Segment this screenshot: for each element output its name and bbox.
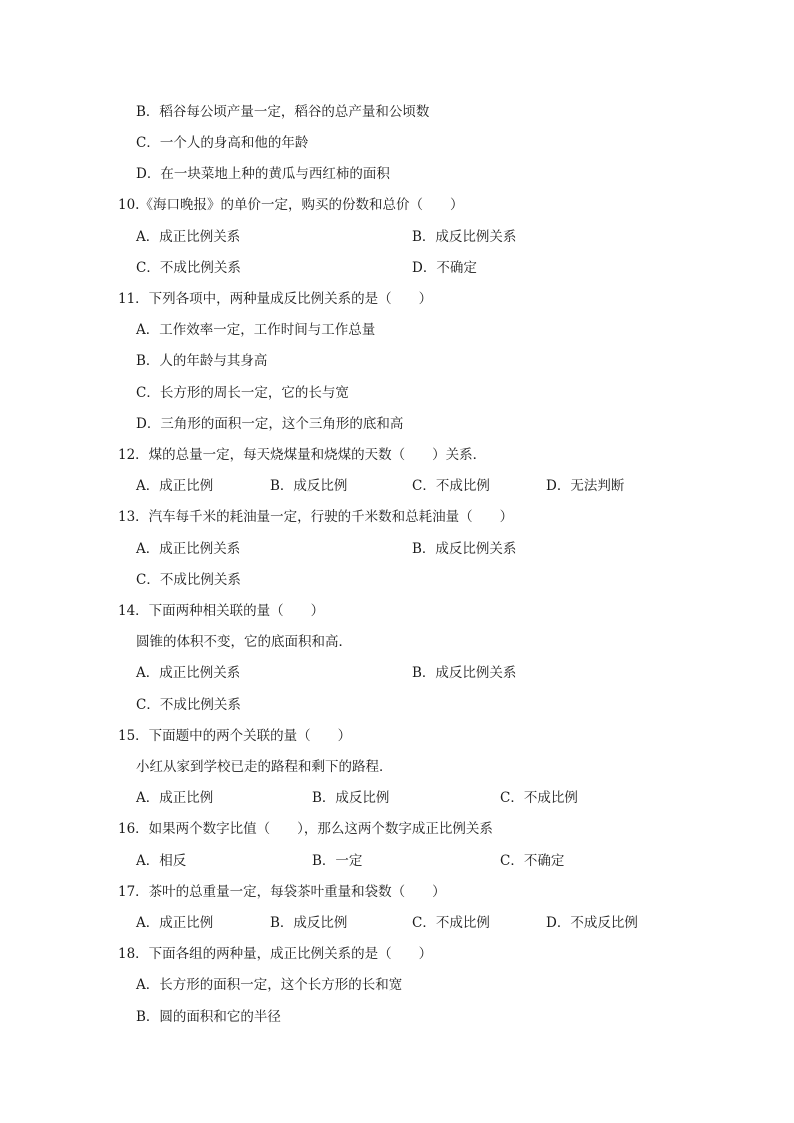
q16-stem: 16．如果两个数字比值（ ），那么这两个数字成正比例关系 [118,821,493,837]
q12-option-c: C．不成比例 [412,478,490,494]
q11-option-a: A．工作效率一定，工作时间与工作总量 [136,322,376,338]
q11-option-b: B．人的年龄与其身高 [136,353,268,369]
q10-option-c: C．不成比例关系 [136,260,241,276]
q11-option-d: D．三角形的面积一定，这个三角形的底和高 [136,416,404,432]
q17-option-d: D．不成反比例 [546,915,638,931]
q11-option-c: C．长方形的周长一定，它的长与宽 [136,385,349,401]
q18-stem: 18．下面各组的两种量，成正比例关系的是（ ） [118,946,433,962]
q10-option-d: D．不确定 [412,260,477,276]
q12-stem: 12．煤的总量一定，每天烧煤量和烧煤的天数（ ）关系． [118,447,487,463]
q10-stem: 10.《海口晚报》的单价一定，购买的份数和总价（ ） [118,197,464,213]
q18-option-b: B．圆的面积和它的半径 [136,1009,281,1025]
q10-option-a: A．成正比例关系 [136,229,241,245]
q15-option-b: B．成反比例 [312,790,390,806]
q16-option-c: C．不确定 [500,853,565,869]
q14-context: 圆锥的体积不变，它的底面积和高． [136,634,352,650]
q16-option-a: A．相反 [136,853,187,869]
q15-stem: 15．下面题中的两个关联的量（ ） [118,728,352,744]
q17-option-c: C．不成比例 [412,915,490,931]
q16-option-b: B．一定 [312,853,363,869]
q12-option-b: B．成反比例 [270,478,348,494]
q9-option-d: D．在一块菜地上种的黄瓜与西红柿的面积 [136,166,390,182]
q18-option-a: A．长方形的面积一定，这个长方形的长和宽 [136,977,403,993]
q14-option-b: B．成反比例关系 [412,665,517,681]
q17-stem: 17．茶叶的总重量一定，每袋茶叶重量和袋数（ ） [118,884,446,900]
q13-option-a: A．成正比例关系 [136,541,241,557]
q13-option-b: B．成反比例关系 [412,541,517,557]
q14-option-a: A．成正比例关系 [136,665,241,681]
q15-option-a: A．成正比例 [136,790,214,806]
q17-option-b: B．成反比例 [270,915,348,931]
q14-stem: 14．下面两种相关联的量（ ） [118,603,325,619]
q13-option-c: C．不成比例关系 [136,572,241,588]
q13-stem: 13．汽车每千米的耗油量一定，行驶的千米数和总耗油量（ ） [118,509,514,525]
q9-option-c: C．一个人的身高和他的年龄 [136,135,309,151]
q10-option-b: B．成反比例关系 [412,229,517,245]
q12-option-a: A．成正比例 [136,478,214,494]
q15-option-c: C．不成比例 [500,790,578,806]
q9-option-b: B．稻谷每公顷产量一定，稻谷的总产量和公顷数 [136,104,430,120]
q11-stem: 11．下列各项中，两种量成反比例关系的是（ ） [118,291,433,307]
q15-context: 小红从家到学校已走的路程和剩下的路程． [136,759,393,775]
q12-option-d: D．无法判断 [546,478,625,494]
q14-option-c: C．不成比例关系 [136,697,241,713]
q17-option-a: A．成正比例 [136,915,214,931]
